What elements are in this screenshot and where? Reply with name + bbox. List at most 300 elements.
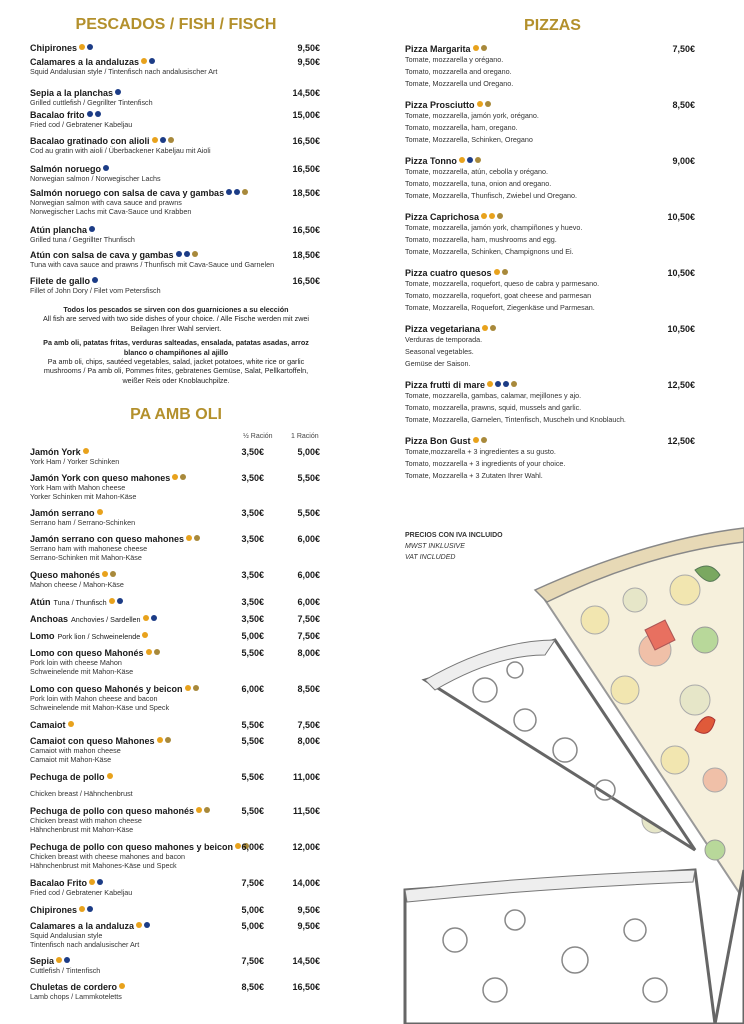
vat-line-de: MWST INKLUSIVE [405, 543, 465, 550]
item-name [30, 631, 320, 641]
item-description: Schweinelende mit Mahon-Käse und Speck [30, 703, 170, 713]
menu-item [405, 380, 695, 426]
item-inline-description: Tuna / Thunfisch [53, 598, 107, 607]
item-name [30, 110, 320, 120]
menu-item [30, 110, 320, 129]
item-name-text: Pizza Bon Gust [405, 436, 471, 446]
item-description: Verduras de temporada. [405, 335, 483, 344]
fish-section [30, 43, 320, 308]
allergen-dot-icon [97, 509, 103, 515]
menu-item [405, 44, 695, 90]
item-price: 18,50€ [292, 250, 320, 260]
full-portion-price: 8,50€ [297, 684, 320, 694]
allergen-dot-icon [141, 58, 147, 64]
vat-note [405, 530, 503, 563]
item-name-text: Jamón York con queso mahones [30, 473, 171, 483]
menu-item [30, 982, 320, 1001]
allergen-dot-icon [160, 137, 166, 143]
item-name [30, 534, 320, 544]
item-name [30, 473, 320, 483]
allergen-dot-icon [115, 89, 121, 95]
item-name-text: Pizza vegetariana [405, 324, 481, 334]
allergen-dot-icon [64, 957, 70, 963]
item-description: Chicken breast with cheese mahones and bacon [30, 852, 186, 861]
full-portion-price: 8,00€ [297, 736, 320, 746]
item-name [30, 982, 320, 992]
item-name-text: Queso mahonés [30, 570, 101, 580]
fish-note-line: Pa amb oli, chips, sautéed vegetables, salad, jacket potatoes, white rice or garlic [47, 357, 305, 367]
allergen-dot-icon [482, 325, 488, 331]
item-name-text: Salmón noruego con salsa de cava y gambas [30, 188, 225, 198]
allergen-dot-icon [481, 437, 487, 443]
allergen-dot-icon [95, 111, 101, 117]
fish-title: PESCADOS / FISH / FISCH [75, 16, 277, 33]
item-price: 16,50€ [292, 136, 320, 146]
item-name-text: Filete de gallo [30, 276, 91, 286]
item-description: Fillet of John Dory / Filet vom Petersfisch [30, 286, 161, 295]
allergen-dot-icon [151, 615, 157, 621]
item-price: 16,50€ [292, 164, 320, 174]
item-name [30, 905, 320, 915]
allergen-dot-icon [467, 157, 473, 163]
menu-item [30, 921, 320, 950]
full-portion-header: 1 Ración [291, 433, 319, 440]
menu-item [405, 436, 695, 482]
menu-item [30, 570, 320, 589]
item-description: Norwegian salmon with cava sauce and prawns [30, 198, 182, 207]
menu-item [30, 250, 320, 269]
allergen-dot-icon [144, 922, 150, 928]
item-name-text: Pechuga de pollo con queso mahonés [30, 806, 195, 816]
item-name-text: Pizza Tonno [405, 156, 457, 166]
allergen-dot-icon [142, 632, 148, 638]
pizzas-section [405, 44, 695, 484]
item-description: York Ham with Mahon cheese [30, 483, 126, 492]
item-name [30, 684, 320, 694]
fish-note-bold: Todos los pescados se sirven con dos guarniciones a su elección [63, 305, 289, 314]
allergen-dot-icon [89, 226, 95, 232]
item-description: Tintenfisch nach andalusischer Art [30, 940, 140, 950]
menu-item [30, 597, 320, 607]
item-name-text: Bacalao Frito [30, 878, 88, 888]
full-portion-price: 11,00€ [292, 772, 320, 782]
half-portion-price: 6,00€ [241, 684, 264, 694]
menu-item [30, 136, 320, 155]
pizza-illustration [395, 520, 744, 1024]
item-name-text: Salmón noruego [30, 164, 102, 174]
allergen-dot-icon [235, 843, 241, 849]
vat-line-es: PRECIOS CON IVA INCLUIDO [405, 532, 503, 539]
item-name [30, 136, 320, 146]
allergen-dot-icon [503, 381, 509, 387]
allergen-dot-icon [149, 58, 155, 64]
item-price: 12,50€ [667, 436, 695, 446]
allergen-dot-icon [194, 535, 200, 541]
item-description: York Ham / Yorker Schinken [30, 457, 120, 466]
allergen-dot-icon [152, 137, 158, 143]
item-description: Tomate, mozzarella, jamón york, champiñones y huevo. [405, 223, 583, 232]
allergen-dot-icon [242, 189, 248, 195]
item-name-text: Atún con salsa de cava y gambas [30, 250, 174, 260]
fish-note-bold: blanco o champiñones al ajillo [123, 347, 229, 357]
item-description: Pork loin with cheese Mahon [30, 658, 122, 667]
item-description: Tomate, mozzarella, atún, cebolla y orégano. [405, 167, 549, 176]
item-name [405, 44, 695, 54]
menu-item [30, 878, 320, 897]
item-name [30, 878, 320, 888]
item-name [30, 447, 320, 457]
allergen-dot-icon [477, 101, 483, 107]
item-name [30, 772, 320, 782]
item-name [30, 806, 320, 816]
item-description: Tomate, Mozzarella, Thunfisch, Zwiebel und Oregano. [405, 191, 578, 200]
item-description: Chicken breast with mahon cheese [30, 816, 142, 825]
menu-item [30, 720, 320, 730]
menu-item [30, 684, 320, 713]
item-price: 9,50€ [297, 43, 320, 53]
item-name [30, 842, 320, 852]
item-description: Seasonal vegetables. [405, 347, 474, 356]
fish-note-line: mushrooms / Pa amb oli, Pommes frites, gebratenes Gemüse, Salat, Pellkartoffeln, [43, 366, 309, 376]
half-portion-price: 6,00€ [241, 842, 264, 852]
menu-item [30, 842, 320, 871]
item-name-text: Sepia a la planchas [30, 88, 114, 98]
allergen-dot-icon [56, 957, 62, 963]
full-portion-price: 6,00€ [297, 597, 320, 607]
menu-item [30, 648, 320, 677]
item-price: 16,50€ [292, 225, 320, 235]
item-name [30, 720, 320, 730]
item-price: 15,00€ [292, 110, 320, 120]
allergen-dot-icon [485, 101, 491, 107]
allergen-dot-icon [186, 535, 192, 541]
fish-note-line: All fish are served with two side dishes of your choice. / Alle Fische werden mit zwei [42, 314, 310, 324]
half-portion-price: 3,50€ [241, 473, 264, 483]
paamboli-title: PA AMB OLI [130, 406, 222, 423]
item-price: 10,50€ [667, 212, 695, 222]
item-name-text: Bacalao gratinado con alioli [30, 136, 150, 146]
item-description: Tomate, mozzarella, jamón york, orégano. [405, 111, 539, 120]
item-name-text: Chipirones [30, 905, 78, 915]
item-description: Camaiot with mahon cheese [30, 746, 121, 755]
item-name-text: Chuletas de cordero [30, 982, 118, 992]
item-description: Tomate, Mozzarella, Garnelen, Tintenfisch, Muscheln und Knoblauch. [405, 415, 626, 424]
item-price: 10,50€ [667, 324, 695, 334]
allergen-dot-icon [473, 45, 479, 51]
fish-note-bold: Pa amb oli, patatas fritas, verduras salteadas, ensalada, patatas asadas, arroz [43, 338, 309, 348]
item-description: Tomate, Mozzarella, Roquefort, Ziegenkäse und Parmesan. [405, 303, 595, 312]
item-name [30, 614, 320, 624]
pizzas-title: PIZZAS [524, 17, 581, 34]
half-portion-price: 3,50€ [241, 447, 264, 457]
half-portion-price: 3,50€ [241, 508, 264, 518]
allergen-dot-icon [136, 922, 142, 928]
item-description: Squid Andalusian style / Tintenfisch nach andalusischer Art [30, 67, 218, 76]
menu-item [30, 43, 320, 53]
allergen-dot-icon [489, 213, 495, 219]
item-name [30, 276, 320, 286]
half-portion-price: 5,50€ [241, 648, 264, 658]
item-description: Tomate, Mozzarella + 3 Zutaten Ihrer Wahl. [405, 471, 543, 480]
full-portion-price: 7,50€ [297, 614, 320, 624]
item-name [30, 164, 320, 174]
allergen-dot-icon [185, 685, 191, 691]
menu-item [30, 508, 320, 527]
item-name [30, 88, 320, 98]
allergen-dot-icon [481, 213, 487, 219]
item-description: Tomato, mozzarella, roquefort, goat cheese and parmesan [405, 291, 592, 300]
item-description: Tomate, mozzarella y orégano. [405, 55, 504, 64]
allergen-dot-icon [475, 157, 481, 163]
half-portion-price: 3,50€ [241, 597, 264, 607]
item-description: Tomate, Mozzarella, Schinken, Champignons und Ei. [405, 247, 574, 256]
item-name-text: Pechuga de pollo con queso mahones y beicon [30, 842, 234, 852]
half-portion-price: 5,00€ [241, 631, 264, 641]
allergen-dot-icon [495, 381, 501, 387]
allergen-dot-icon [103, 165, 109, 171]
item-description: Schweinelende mit Mahon-Käse [30, 667, 134, 677]
allergen-dot-icon [97, 879, 103, 885]
allergen-dot-icon [68, 721, 74, 727]
allergen-dot-icon [192, 251, 198, 257]
item-name-text: Calamares a la andaluzas [30, 57, 140, 67]
menu-item [30, 225, 320, 244]
allergen-dot-icon [494, 269, 500, 275]
menu-item [405, 100, 695, 146]
fish-note-line: weißer Reis oder Knoblauchpilze. [122, 375, 230, 385]
item-name [30, 225, 320, 235]
allergen-dot-icon [234, 189, 240, 195]
item-description: Tomato, mozzarella, tuna, onion and oregano. [405, 179, 552, 188]
allergen-dot-icon [83, 448, 89, 454]
item-description: Norwegischer Lachs mit Cava-Sauce und Krabben [30, 207, 192, 217]
item-description: Tomato, mozzarella, ham, mushrooms and egg. [405, 235, 557, 244]
item-description: Tomate, mozzarella, gambas, calamar, mejillones y ajo. [405, 391, 582, 400]
allergen-dot-icon [487, 381, 493, 387]
item-description: Serrano ham with mahonese cheese [30, 544, 148, 553]
menu-item [30, 447, 320, 466]
allergen-dot-icon [89, 879, 95, 885]
item-description: Cod au gratin with aioli / Überbackener Kabeljau mit Aioli [30, 146, 211, 155]
item-description: Tomate, Mozzarella und Oregano. [405, 79, 514, 88]
item-description: Hähnchenbrust mit Mahon-Käse [30, 825, 134, 835]
allergen-dot-icon [497, 213, 503, 219]
item-name-text: Camaiot con queso Mahones [30, 736, 155, 746]
item-inline-description: Anchovies / Sardellen [71, 615, 141, 624]
allergen-dot-icon [107, 773, 113, 779]
full-portion-price: 11,50€ [292, 806, 320, 816]
item-name-text: Pizza frutti di mare [405, 380, 486, 390]
allergen-dot-icon [473, 437, 479, 443]
full-portion-price: 8,00€ [297, 648, 320, 658]
item-description: Grilled cuttlefish / Gegrillter Tintenfisch [30, 98, 153, 107]
item-description: Tomate, Mozzarella, Schinken, Oregano [405, 135, 533, 144]
item-name [30, 250, 320, 260]
item-price: 9,50€ [297, 57, 320, 67]
item-name [30, 921, 320, 931]
allergen-dot-icon [502, 269, 508, 275]
item-description: Chicken breast / Hähnchenbrust [30, 789, 133, 798]
allergen-dot-icon [172, 474, 178, 480]
allergen-dot-icon [157, 737, 163, 743]
item-price: 10,50€ [667, 268, 695, 278]
item-description: Fried cod / Gebratener Kabeljau [30, 120, 133, 129]
full-portion-price: 14,50€ [292, 956, 320, 966]
menu-item [30, 164, 320, 183]
full-portion-price: 16,50€ [292, 982, 320, 992]
item-description: Gemüse der Saison. [405, 359, 471, 368]
item-name [30, 648, 320, 658]
full-portion-price: 5,50€ [297, 473, 320, 483]
item-name [30, 736, 320, 746]
item-name [405, 436, 695, 446]
menu-item [405, 156, 695, 202]
item-name-text: Sepia [30, 956, 55, 966]
menu-item [405, 268, 695, 314]
item-name-text: Lomo [30, 631, 55, 641]
item-description [30, 782, 320, 789]
menu-item [30, 956, 320, 975]
full-portion-price: 6,00€ [297, 570, 320, 580]
full-portion-price: 9,50€ [297, 905, 320, 915]
item-description: Tomato, mozzarella and oregano. [405, 67, 512, 76]
item-description: Mahon cheese / Mahon-Käse [30, 580, 124, 589]
menu-item [30, 806, 320, 835]
full-portion-price: 5,00€ [297, 447, 320, 457]
item-description: Fried cod / Gebratener Kabeljau [30, 888, 133, 897]
item-name [30, 956, 320, 966]
half-portion-header: ½ Ración [243, 433, 273, 440]
allergen-dot-icon [459, 157, 465, 163]
item-name-text: Bacalao frito [30, 110, 85, 120]
item-description: Tomate, mozzarella, roquefort, queso de cabra y parmesano. [405, 279, 600, 288]
full-portion-price: 12,00€ [292, 842, 320, 852]
allergen-dot-icon [146, 649, 152, 655]
allergen-dot-icon [511, 381, 517, 387]
menu-item [30, 276, 320, 295]
allergen-dot-icon [176, 251, 182, 257]
item-description: Cuttlefish / Tintenfisch [30, 966, 101, 975]
full-portion-price: 7,50€ [297, 720, 320, 730]
item-description: Norwegian salmon / Norwegischer Lachs [30, 174, 161, 183]
half-portion-price: 3,50€ [241, 534, 264, 544]
item-name [30, 188, 320, 198]
item-name [30, 508, 320, 518]
menu-item [405, 324, 695, 370]
item-description: Hähnchenbrust mit Mahones-Käse und Speck [30, 861, 177, 871]
item-name-text: Jamón serrano con queso mahones [30, 534, 185, 544]
menu-item [30, 188, 320, 217]
allergen-dot-icon [180, 474, 186, 480]
allergen-dot-icon [79, 44, 85, 50]
allergen-dot-icon [143, 615, 149, 621]
item-name-text: Jamón serrano [30, 508, 95, 518]
item-name-text: Pizza Caprichosa [405, 212, 480, 222]
allergen-dot-icon [109, 598, 115, 604]
item-description: Tomato, mozzarella, prawns, squid, mussels and garlic. [405, 403, 582, 412]
item-description: Tomato, mozzarella + 3 ingredients of your choice. [405, 459, 566, 468]
half-portion-price: 8,50€ [241, 982, 264, 992]
fish-side-note [30, 305, 322, 385]
full-portion-price: 14,00€ [292, 878, 320, 888]
item-price: 7,50€ [672, 44, 695, 54]
allergen-dot-icon [168, 137, 174, 143]
item-name [30, 597, 320, 607]
half-portion-price: 5,50€ [241, 772, 264, 782]
allergen-dot-icon [226, 189, 232, 195]
allergen-dot-icon [204, 807, 210, 813]
item-description: Serrano-Schinken mit Mahon-Käse [30, 553, 142, 563]
item-price: 8,50€ [672, 100, 695, 110]
menu-item [405, 212, 695, 258]
allergen-dot-icon [79, 906, 85, 912]
half-portion-price: 5,00€ [241, 921, 264, 931]
menu-item [30, 736, 320, 765]
allergen-dot-icon [87, 906, 93, 912]
item-description: Tomate,mozzarella + 3 ingredientes a su gusto. [405, 447, 556, 456]
allergen-dot-icon [165, 737, 171, 743]
allergen-dot-icon [184, 251, 190, 257]
item-name [405, 100, 695, 110]
allergen-dot-icon [102, 571, 108, 577]
half-portion-price: 5,50€ [241, 720, 264, 730]
vat-line-en: VAT INCLUDED [405, 554, 456, 561]
full-portion-price: 9,50€ [297, 921, 320, 931]
item-name-text: Camaiot [30, 720, 66, 730]
allergen-dot-icon [92, 277, 98, 283]
item-name [30, 43, 320, 53]
item-name-text: Pizza Prosciutto [405, 100, 475, 110]
allergen-dot-icon [490, 325, 496, 331]
allergen-dot-icon [87, 111, 93, 117]
item-name [30, 57, 320, 67]
item-description: Grilled tuna / Gegrillter Thunfisch [30, 235, 135, 244]
item-price: 12,50€ [667, 380, 695, 390]
allergen-dot-icon [110, 571, 116, 577]
menu-item [30, 905, 320, 915]
item-name-text: Calamares a la andaluza [30, 921, 135, 931]
allergen-dot-icon [117, 598, 123, 604]
item-description: Yorker Schinken mit Mahon-Käse [30, 492, 137, 502]
menu-item [30, 88, 320, 107]
item-inline-description: Pork lion / Schweinelende [57, 632, 141, 641]
menu-item [30, 772, 320, 798]
half-portion-price: 3,50€ [241, 614, 264, 624]
item-price: 18,50€ [292, 188, 320, 198]
allergen-dot-icon [481, 45, 487, 51]
item-description: Squid Andalusian style [30, 931, 103, 940]
item-description: Pork loin with Mahon cheese and bacon [30, 694, 158, 703]
item-name-text: Lomo con queso Mahonés y beicon [30, 684, 183, 694]
fish-note-line: Beilagen Ihrer Wahl serviert. [130, 323, 222, 333]
item-price: 14,50€ [292, 88, 320, 98]
allergen-dot-icon [193, 685, 199, 691]
allergen-dot-icon [196, 807, 202, 813]
item-name [405, 380, 695, 390]
item-name-text: Pizza cuatro quesos [405, 268, 492, 278]
half-portion-price: 7,50€ [241, 956, 264, 966]
allergen-dot-icon [154, 649, 160, 655]
menu-item [30, 614, 320, 624]
item-name [30, 570, 320, 580]
allergen-dot-icon [119, 983, 125, 989]
item-price: 16,50€ [292, 276, 320, 286]
menu-item [30, 631, 320, 641]
item-name-text: Jamón York [30, 447, 81, 457]
item-description: Tomato, mozzarella, ham, oregano. [405, 123, 518, 132]
half-portion-price: 5,00€ [241, 905, 264, 915]
item-description: Camaiot mit Mahon-Käse [30, 755, 112, 765]
